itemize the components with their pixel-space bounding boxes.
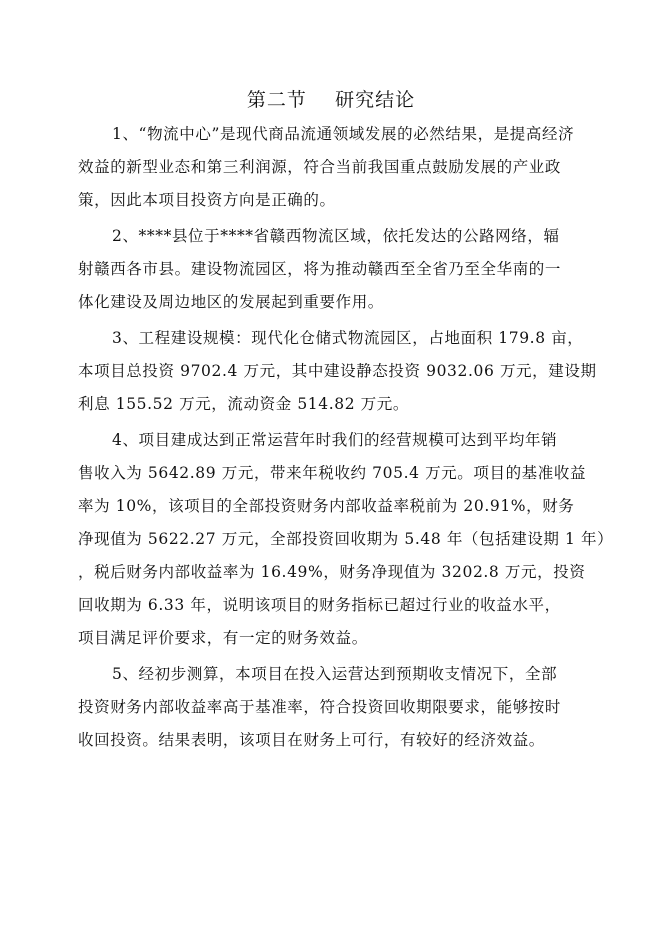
paragraph-4-line-1: 4、项目建成达到正常运营年时我们的经营规模可达到平均年销 (112, 431, 558, 449)
paragraph-1-line-3: 策，因此本项目投资方向是正确的。 (78, 191, 336, 209)
paragraph-3-line-2: 本项目总投资 9702.4 万元，其中建设静态投资 9032.06 万元，建设期 (78, 362, 597, 380)
paragraph-4-line-5: ，税后财务内部收益率为 16.49%，财务净现值为 3202.8 万元，投资 (78, 563, 586, 581)
paragraph-4-line-3: 率为 10%，该项目的全部投资财务内部收益率税前为 20.91%，财务 (78, 497, 575, 515)
paragraph-4-line-2: 售收入为 5642.89 万元，带来年税收约 705.4 万元。项目的基准收益 (78, 464, 587, 482)
paragraph-3-line-3: 利息 155.52 万元，流动资金 514.82 万元。 (78, 395, 409, 413)
paragraph-4-line-6: 回收期为 6.33 年，说明该项目的财务指标已超过行业的收益水平， (78, 596, 561, 614)
paragraph-2-line-1: 2、****县位于****省赣西物流区域，依托发达的公路网络，辐 (112, 227, 560, 245)
paragraph-1-line-1: 1、“物流中心”是现代商品流通领域发展的必然结果，是提高经济 (112, 125, 575, 143)
paragraph-5-line-1: 5、经初步测算，本项目在投入运营达到预期收支情况下，全部 (112, 665, 558, 683)
paragraph-1-line-2: 效益的新型业态和第三利润源，符合当前我国重点鼓励发展的产业政 (78, 158, 562, 176)
paragraph-3-line-1: 3、工程建设规模：现代化仓储式物流园区，占地面积 179.8 亩， (112, 329, 584, 347)
paragraph-2-line-2: 射赣西各市县。建设物流园区，将为推动赣西至全省乃至全华南的一 (78, 260, 562, 278)
section-title: 第二节 研究结论 (246, 89, 416, 111)
paragraph-4-line-4: 净现值为 5622.27 万元，全部投资回收期为 5.48 年（包括建设期 1 年） (78, 530, 614, 548)
paragraph-5-line-3: 收回投资。结果表明，该项目在财务上可行，有较好的经济效益。 (78, 731, 545, 749)
paragraph-4-line-7: 项目满足评价要求，有一定的财务效益。 (78, 629, 368, 647)
paragraph-2-line-3: 体化建设及周边地区的发展起到重要作用。 (78, 293, 384, 311)
paragraph-5-line-2: 投资财务内部收益率高于基准率，符合投资回收期限要求，能够按时 (78, 698, 562, 716)
